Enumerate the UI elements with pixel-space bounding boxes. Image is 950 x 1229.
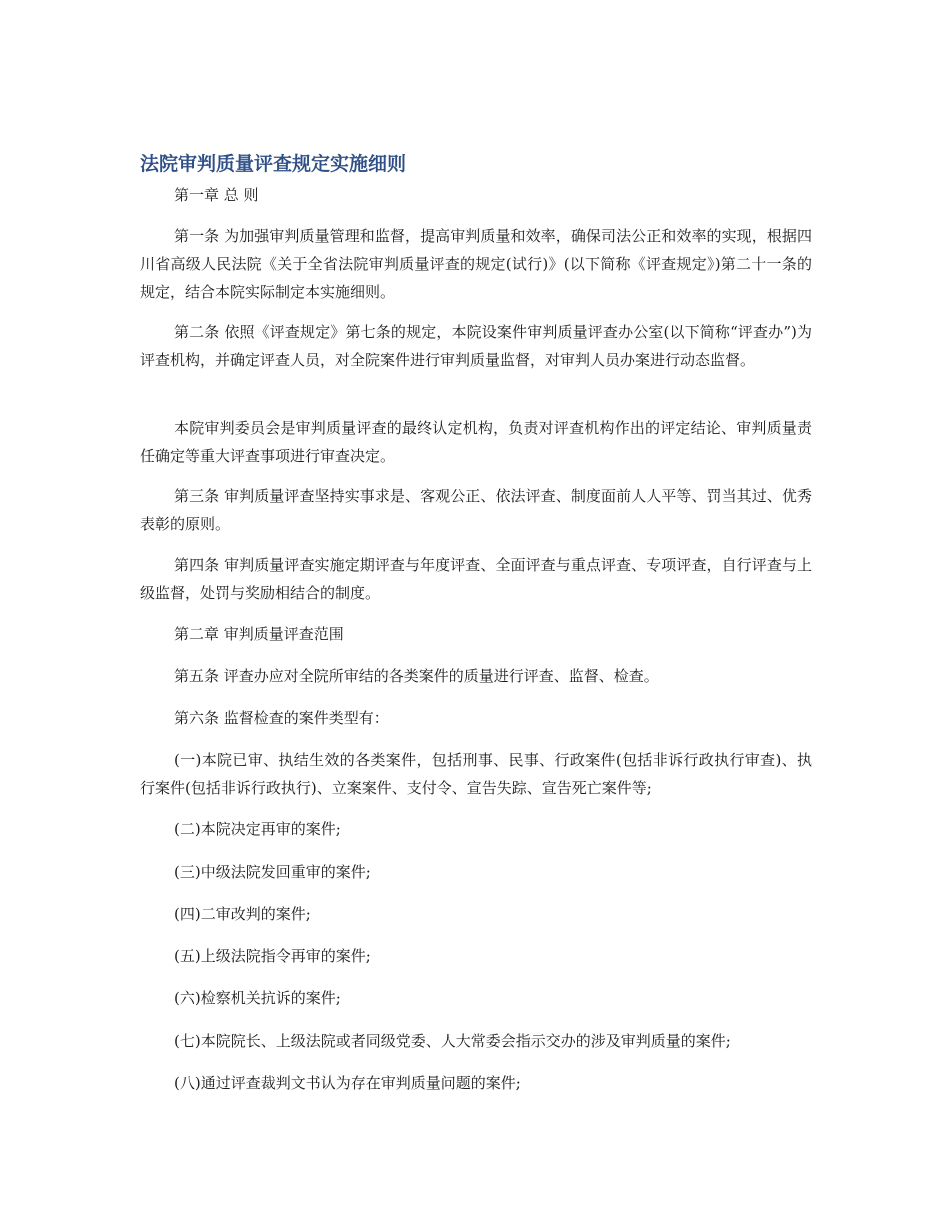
document-title: 法院审判质量评查规定实施细则 [140, 153, 407, 175]
list-item-5: (五)上级法院指令再审的案件; [174, 947, 371, 965]
list-item-2: (二)本院决定再审的案件; [174, 820, 341, 838]
list-item-3: (三)中级法院发回重审的案件; [174, 863, 371, 881]
article-2: 第二条 依照《评查规定》第七条的规定，本院设案件审判质量评查办公室(以下简称“评查办”)为评查机构，并确定评查人员，对全院案件进行审判质量监督，对审判人员办案进行动态监督。 [140, 323, 812, 369]
chapter-1-heading: 第一章 总 则 [174, 186, 259, 204]
article-3: 第三条 审判质量评查坚持实事求是、客观公正、依法评查、制度面前人人平等、罚当其过、优秀表彰的原则。 [140, 487, 812, 533]
list-item-6: (六)检察机关抗诉的案件; [174, 989, 341, 1007]
chapter-2-heading: 第二章 审判质量评查范围 [174, 625, 344, 643]
list-item-8: (八)通过评查裁判文书认为存在审判质量问题的案件; [174, 1074, 521, 1092]
list-item-7: (七)本院院长、上级法院或者同级党委、人大常委会指示交办的涉及审判质量的案件; [174, 1032, 731, 1050]
article-2-paragraph-2: 本院审判委员会是审判质量评查的最终认定机构，负责对评查机构作出的评定结论、审判质量责任确定等重大评查事项进行审查决定。 [140, 419, 812, 465]
article-1: 第一条 为加强审判质量管理和监督，提高审判质量和效率，确保司法公正和效率的实现，根据四川省高级人民法院《关于全省法院审判质量评查的规定(试行)》(以下简称《评查规定》)第二十一条的规定，结合本院实际制定本实施细则。 [140, 227, 812, 301]
list-item-1: (一)本院已审、执结生效的各类案件，包括刑事、民事、行政案件(包括非诉行政执行审查)、执行案件(包括非诉行政执行)、立案案件、支付令、宣告失踪、宣告死亡案件等; [140, 751, 812, 797]
article-6: 第六条 监督检查的案件类型有： [174, 709, 389, 727]
list-item-4: (四)二审改判的案件; [174, 905, 311, 923]
article-5: 第五条 评查办应对全院所审结的各类案件的质量进行评查、监督、检查。 [174, 667, 659, 685]
article-4: 第四条 审判质量评查实施定期评查与年度评查、全面评查与重点评查、专项评查，自行评查与上级监督，处罚与奖励相结合的制度。 [140, 556, 812, 602]
